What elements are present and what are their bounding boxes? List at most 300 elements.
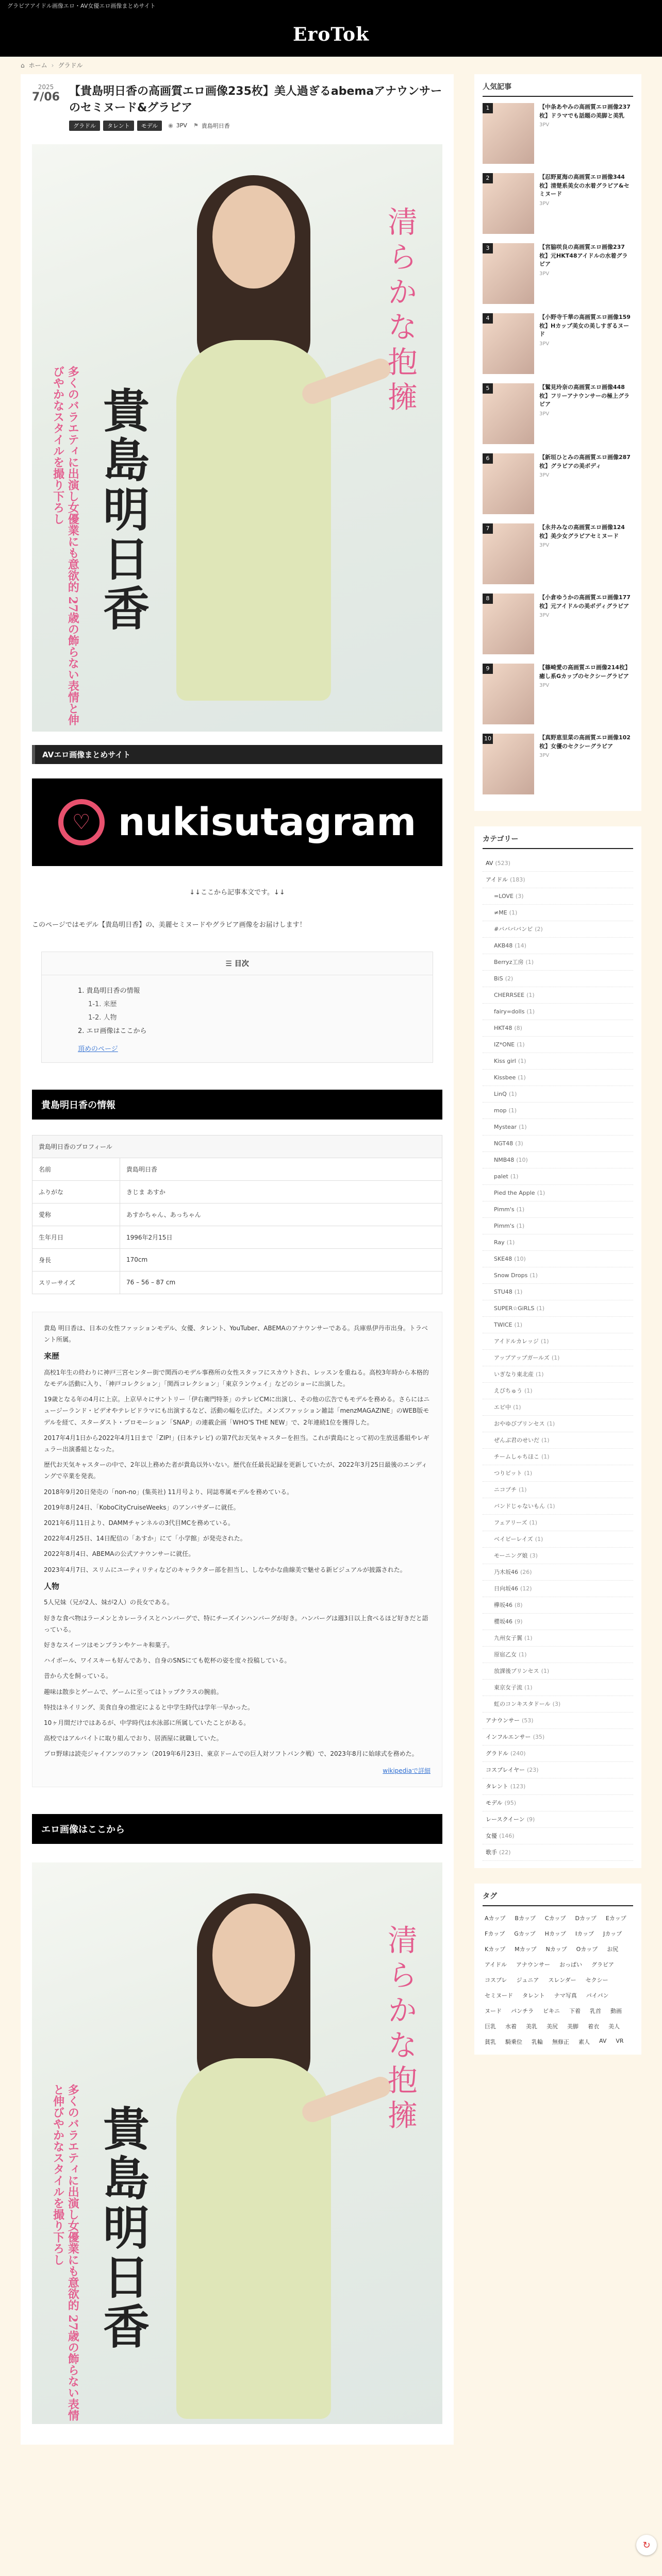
category-count: (1) — [547, 1420, 555, 1427]
category-name[interactable]: グラドル — [486, 1750, 508, 1757]
category-name[interactable]: Berryz工房 — [494, 959, 524, 965]
category-item[interactable] — [483, 1680, 633, 1696]
category-item[interactable] — [483, 1136, 633, 1152]
category-name[interactable]: 櫻坂46 — [494, 1618, 512, 1625]
category-item[interactable] — [483, 855, 633, 872]
category-count: (1) — [519, 1124, 527, 1130]
popular-title: 人気記事 — [483, 81, 633, 97]
category-item[interactable] — [483, 1614, 633, 1630]
tag-widget — [474, 1884, 641, 2055]
popular-item[interactable] — [483, 173, 633, 234]
profile-table — [32, 1135, 442, 1294]
category-item[interactable] — [483, 1284, 633, 1300]
popular-title-text[interactable]: 【篠崎愛の高画質エロ画像214枚】癒し系Gカップのセクシーグラビア — [539, 664, 631, 680]
tag-link[interactable]: 無修正 — [552, 2039, 569, 2045]
category-count: (1) — [536, 1305, 545, 1312]
category-item[interactable] — [483, 1185, 633, 1201]
category-name[interactable]: 九州女子翼 — [494, 1635, 522, 1641]
category-count: (1) — [516, 1223, 525, 1229]
breadcrumb-category[interactable]: グラドル — [58, 62, 83, 69]
bio-paragraph: 2017年4月1日から2022年4月1日まで「ZIP!」(日本テレビ) の第7代お天気キャスターを担当。これが貴島にとって初の生放送番組やレギュラー出演番組となった。 — [44, 1434, 429, 1453]
category-name[interactable]: CHERRSEE — [494, 992, 525, 998]
profile-heading: 貴島明日香の情報 — [32, 1090, 442, 1120]
category-name[interactable]: AKB48 — [494, 942, 513, 949]
bio-paragraph: 2022年4月25日、14日配信の「あすか」にて「小学館」が発売された。 — [44, 1535, 246, 1543]
gallery-caption-sub: 多くのバラエティに出演し女優業にも意欲的 27歳の飾らない表情と伸びやかなスタイルを撮り下ろし — [51, 2083, 80, 2421]
category-item[interactable] — [483, 1333, 633, 1350]
category-name[interactable]: NMB48 — [494, 1157, 515, 1163]
category-item[interactable] — [483, 1350, 633, 1366]
category-item[interactable] — [483, 1432, 633, 1449]
bio-paragraph: 高校1年生の終わりに神戸三宮センター街で関西のモデル事務所の女性スタッフにスカウトされ、レッスンを重ねる。高校3年時から本格的なモデル活動に入り、「神戸コレクション」「関西コレクション」「東京ランウェイ」などのショーに出演した。 — [44, 1368, 429, 1388]
category-item[interactable] — [483, 1119, 633, 1136]
category-name[interactable]: ≠ME — [494, 909, 507, 916]
popular-thumbnail[interactable] — [483, 664, 534, 724]
category-name[interactable]: いぎなり東北産 — [494, 1371, 534, 1378]
post-tag[interactable]: グラドル — [69, 121, 100, 131]
site-header — [0, 12, 662, 57]
category-name[interactable]: SUPER☆GiRLS — [494, 1305, 535, 1312]
category-count: (1) — [513, 1404, 521, 1411]
tag-link[interactable]: Jカップ — [603, 1930, 622, 1937]
sidebar — [474, 74, 641, 2445]
category-count: (146) — [499, 1833, 515, 1839]
category-item[interactable] — [483, 1449, 633, 1465]
rank-badge: 10 — [483, 734, 493, 744]
tag-link[interactable]: 水着 — [505, 2023, 517, 2030]
popular-title-text[interactable]: 【宮脇咲良の高画質エロ画像237枚】元HKT48アイドルの水着グラビア — [539, 244, 628, 267]
category-item[interactable] — [483, 1713, 633, 1729]
category-name[interactable]: ベイビーレイズ — [494, 1536, 533, 1543]
category-count: (3) — [529, 1552, 538, 1559]
category-item[interactable] — [483, 1663, 633, 1680]
recaptcha-icon[interactable]: ↻ — [636, 2535, 657, 2555]
tag-link[interactable]: Fカップ — [485, 1930, 505, 1937]
category-name[interactable]: 虹のコンキスタドール — [494, 1701, 551, 1707]
popular-item[interactable] — [483, 664, 633, 724]
tag-link[interactable]: 美尻 — [547, 2023, 558, 2030]
category-item[interactable] — [483, 1630, 633, 1647]
category-item[interactable] — [483, 1548, 633, 1564]
toc-item[interactable]: 2. エロ画像はここから — [78, 1027, 147, 1035]
popular-thumbnail[interactable] — [483, 523, 534, 584]
tag-link[interactable]: グラビア — [591, 1961, 615, 1968]
tag-link[interactable]: Bカップ — [515, 1915, 536, 1922]
category-name[interactable]: Kiss girl — [494, 1058, 516, 1064]
tag-cloud — [483, 1912, 633, 2047]
post-person-tag[interactable]: 貴島明日香 — [201, 122, 230, 129]
tag-link[interactable]: AV — [599, 2038, 607, 2044]
tag-link[interactable]: Dカップ — [575, 1915, 597, 1922]
popular-stat: 3PV — [539, 683, 550, 688]
category-name[interactable]: コスプレイヤー — [486, 1767, 525, 1773]
category-item[interactable] — [483, 1168, 633, 1185]
category-name[interactable]: HKT48 — [494, 1025, 512, 1031]
category-item[interactable] — [483, 1152, 633, 1168]
category-name[interactable]: 欅坂46 — [494, 1602, 512, 1608]
tag-link[interactable]: コスプレ — [485, 1977, 507, 1984]
hero-caption-pink: 清らかな抱擁 — [383, 206, 418, 416]
site-logo[interactable]: EroTok — [292, 24, 370, 45]
gallery-caption-pink: 清らかな抱擁 — [383, 1924, 418, 2134]
popular-stat: 3PV — [539, 753, 550, 758]
popular-item[interactable] — [483, 453, 633, 514]
tag-link[interactable]: タレント — [522, 1992, 545, 1999]
toc-item[interactable]: 1-1. 来歴 — [88, 1000, 117, 1008]
tag-link[interactable]: 巨乳 — [485, 2023, 496, 2030]
profile-caption: 貴島明日香のプロフィール — [32, 1135, 442, 1158]
category-name[interactable]: えびちゅう — [494, 1387, 522, 1394]
popular-stat: 3PV — [539, 472, 550, 478]
category-item[interactable] — [483, 1037, 633, 1053]
tag-link[interactable]: ナマ写真 — [554, 1992, 577, 1999]
popular-item[interactable] — [483, 103, 633, 164]
category-name[interactable]: AV — [486, 860, 493, 867]
category-name[interactable]: タレント — [486, 1783, 508, 1790]
category-name[interactable]: バンドじゃないもん — [494, 1503, 545, 1510]
category-name[interactable]: アナウンサー — [486, 1717, 520, 1724]
category-count: (1) — [526, 1008, 535, 1015]
category-item[interactable] — [483, 1103, 633, 1119]
post-tag[interactable]: タレント — [103, 121, 134, 131]
category-item[interactable] — [483, 1762, 633, 1778]
category-item[interactable] — [483, 905, 633, 921]
category-name[interactable]: インフルエンサー — [486, 1734, 531, 1740]
tag-link[interactable]: 美乳 — [526, 2023, 537, 2030]
category-item[interactable] — [483, 1383, 633, 1399]
home-icon: ⌂ — [21, 62, 25, 69]
popular-item[interactable] — [483, 523, 633, 584]
tag-link[interactable]: Kカップ — [485, 1946, 506, 1953]
rank-badge: 2 — [483, 173, 493, 183]
category-item[interactable] — [483, 1498, 633, 1515]
category-item[interactable] — [483, 1696, 633, 1713]
tag-link[interactable]: セクシー — [585, 1977, 608, 1984]
bio-lead: 貴島 明日香は、日本の女性ファッションモデル、女優、タレント、YouTuber、ABEMAのアナウンサーである。兵庫県伊丹市出身。トラベント所属。 — [44, 1324, 428, 1343]
bio-paragraph: 2023年4月7日、スリムにユーティリティなどのキャラクター部を担当し、しなやかな曲線美で魅せる新ビジュアルが披露された。 — [44, 1566, 406, 1573]
category-item[interactable] — [483, 987, 633, 1004]
category-name[interactable]: BiS — [494, 975, 503, 982]
bio-paragraph: 2021年6月11日より、DAMMチャンネルの3代目MCを務めている。 — [44, 1519, 235, 1527]
category-name[interactable]: STU48 — [494, 1289, 512, 1295]
category-name[interactable]: モーニング娘 — [494, 1552, 528, 1559]
category-name[interactable]: チームしゃちほこ — [494, 1453, 539, 1460]
category-item[interactable] — [483, 1778, 633, 1795]
tag-link[interactable]: ヌード — [485, 2008, 502, 2014]
category-count: (1) — [516, 1206, 525, 1213]
category-name[interactable]: Mystear — [494, 1124, 517, 1130]
rank-badge: 3 — [483, 243, 493, 253]
category-name[interactable]: 乃木坂46 — [494, 1569, 518, 1575]
tag-link[interactable]: 騎乗位 — [505, 2039, 522, 2045]
category-item[interactable] — [483, 1201, 633, 1218]
category-item[interactable] — [483, 1234, 633, 1251]
category-count: (523) — [495, 860, 510, 867]
nukisutagram-banner[interactable] — [32, 778, 442, 866]
tag-link[interactable]: パイパン — [586, 1992, 609, 1999]
tag-link[interactable]: 乳輪 — [532, 2039, 543, 2045]
toc-more-link[interactable]: 頂めのページ — [78, 1045, 118, 1053]
category-count: (1) — [517, 1041, 525, 1048]
category-count: (95) — [504, 1800, 517, 1806]
post-tag[interactable]: モデル — [137, 121, 162, 131]
rank-badge: 8 — [483, 594, 493, 604]
category-count: (8) — [515, 1602, 523, 1608]
profile-key: 愛称 — [32, 1203, 120, 1226]
toc-item[interactable]: 1. 貴島明日香の情報 — [78, 987, 140, 995]
tag-link[interactable]: 美脚 — [567, 2023, 578, 2030]
category-item[interactable] — [483, 1317, 633, 1333]
category-name[interactable]: Snow Drops — [494, 1272, 528, 1279]
category-item[interactable] — [483, 1597, 633, 1614]
category-count: (8) — [514, 1025, 522, 1031]
category-name[interactable]: Ray — [494, 1239, 505, 1246]
category-item[interactable] — [483, 1515, 633, 1531]
tag-link[interactable]: Oカップ — [576, 1946, 598, 1953]
category-name[interactable]: 東京女子流 — [494, 1684, 522, 1691]
category-name[interactable]: Kissbee — [494, 1074, 516, 1081]
intro-text: このページではモデル【貴島明日香】の、美麗セミヌードやグラビア画像をお届けします！ — [32, 921, 306, 929]
popular-title-text[interactable]: 【小倉ゆうかの高画質エロ画像177枚】元アイドルの美ボディグラビア — [539, 594, 631, 609]
toc-title: ☰ 目次 — [42, 952, 433, 975]
category-count: (1) — [526, 992, 535, 998]
category-name[interactable]: つりビット — [494, 1470, 522, 1477]
popular-title-text[interactable]: 【忍野夏海の高画質エロ画像344枚】清楚系美女の水着グラビア&セミヌード — [539, 174, 630, 197]
category-item[interactable] — [483, 1251, 633, 1267]
category-name[interactable]: mop — [494, 1107, 507, 1114]
popular-item[interactable] — [483, 313, 633, 374]
category-name[interactable]: ニコプチ — [494, 1486, 517, 1493]
category-name[interactable]: フェアリーズ — [494, 1519, 527, 1526]
category-item[interactable] — [483, 938, 633, 954]
category-name[interactable]: SKE48 — [494, 1256, 512, 1262]
category-item[interactable] — [483, 1581, 633, 1597]
category-item[interactable] — [483, 1844, 633, 1861]
popular-thumbnail[interactable] — [483, 594, 534, 654]
category-name[interactable]: Pimm's — [494, 1206, 515, 1213]
post-header — [32, 83, 442, 131]
category-item[interactable] — [483, 1647, 633, 1663]
popular-thumbnail[interactable] — [483, 313, 534, 374]
profile-value: あすかちゃん、あっちゃん — [120, 1203, 442, 1226]
category-name[interactable]: #ババババンビ — [494, 926, 533, 933]
bio-paragraph: 19歳となる年の4月に上京。上京早々にサントリー「伊右衛門特茶」のテレビCMに出演し、その他の広告でもモデルを務める。さらにはニュージーランド・ビデオやテレビドラマにも出演するなど、活動の幅を広げた。メンズファッション雑誌「menzMAGAZINE」のWEB版モデルを経て、スターダスト・プロモーション「SNAP」の連載企画「WHO'S THE NEW」で、2年連続1位を獲得した。 — [44, 1396, 430, 1426]
category-item[interactable] — [483, 872, 633, 888]
category-count: (1) — [508, 1091, 517, 1097]
category-name[interactable]: =LOVE — [494, 893, 514, 900]
category-item[interactable] — [483, 1828, 633, 1844]
heart-icon: ♡ — [58, 799, 105, 845]
tag-link[interactable]: 動画 — [610, 2008, 622, 2014]
category-item[interactable] — [483, 1416, 633, 1432]
tag-link[interactable]: 着衣 — [588, 2023, 599, 2030]
category-name[interactable]: アイドルカレッジ — [494, 1338, 539, 1345]
category-item[interactable] — [483, 1811, 633, 1828]
category-name[interactable]: IZ*ONE — [494, 1041, 515, 1048]
bio-paragraph: 特技はネイリング、美食自身の推定によると中学生時代は学年一早かった。 — [44, 1703, 254, 1711]
popular-stat: 3PV — [539, 543, 550, 548]
popular-thumbnail[interactable] — [483, 734, 534, 794]
category-name[interactable]: 女優 — [486, 1833, 497, 1839]
profile-value: 76 – 56 – 87 cm — [120, 1271, 442, 1294]
category-name[interactable]: LinQ — [494, 1091, 507, 1097]
tag-link[interactable]: 下着 — [569, 2008, 581, 2014]
tag-link[interactable]: おっぱい — [559, 1961, 583, 1968]
category-name[interactable]: palet — [494, 1173, 508, 1180]
category-name[interactable]: TWICE — [494, 1321, 512, 1328]
category-item[interactable] — [483, 888, 633, 905]
tag-link[interactable]: ビキニ — [543, 2008, 560, 2014]
tag-link[interactable]: Hカップ — [544, 1930, 566, 1937]
category-item[interactable] — [483, 1745, 633, 1762]
category-name[interactable]: アイドル — [486, 876, 508, 883]
tag-link[interactable]: Eカップ — [605, 1915, 626, 1922]
category-item[interactable] — [483, 1020, 633, 1037]
popular-title-text[interactable]: 【鷲見玲奈の高画質エロ画像448枚】フリーアナウンサーの極上グラビア — [539, 384, 630, 408]
category-count: (1) — [529, 1519, 538, 1526]
category-name[interactable]: エビ中 — [494, 1404, 511, 1411]
category-name[interactable]: NGT48 — [494, 1140, 514, 1147]
tag-link[interactable]: セミヌード — [485, 1992, 513, 1999]
profile-key: スリーサイズ — [32, 1271, 120, 1294]
category-item[interactable] — [483, 921, 633, 938]
popular-title-text[interactable]: 【小野寺千華の高画質エロ画像159枚】Hカップ美女の美しすぎるヌード — [539, 314, 631, 337]
tag-link[interactable]: お尻 — [607, 1946, 619, 1953]
category-count: (1) — [529, 1272, 538, 1279]
category-name[interactable]: Pied the Apple — [494, 1190, 535, 1196]
tag-link[interactable]: アイドル — [485, 1961, 507, 1968]
bio-paragraph: 10ヶ月間だけではあるが、中学時代は水泳部に所属していたことがある。 — [44, 1719, 250, 1726]
rank-badge: 6 — [483, 453, 493, 464]
gallery-image[interactable] — [32, 1862, 442, 2424]
toc-item[interactable]: 1-2. 人物 — [88, 1013, 117, 1022]
category-item[interactable] — [483, 1366, 633, 1383]
profile-key: 生年月日 — [32, 1226, 120, 1248]
category-count: (2) — [535, 926, 543, 933]
rank-badge: 1 — [483, 103, 493, 113]
profile-value: きじま あすか — [120, 1180, 442, 1203]
category-count: (183) — [510, 876, 525, 883]
tag-link[interactable]: 乳首 — [590, 2008, 601, 2014]
tag-link[interactable]: パンチラ — [511, 2008, 534, 2014]
category-item[interactable] — [483, 971, 633, 987]
tag-link[interactable]: 貧乳 — [485, 2039, 496, 2045]
popular-title-text[interactable]: 【真野恵里菜の高画質エロ画像102枚】女優のセクシーグラビア — [539, 734, 631, 750]
post-views: 3PV — [176, 122, 187, 129]
tag-link[interactable]: アナウンサー — [516, 1961, 551, 1968]
wikipedia-link[interactable]: wikipediaで詳細 — [383, 1767, 431, 1774]
category-count: (9) — [515, 1618, 523, 1625]
category-count: (3) — [515, 1140, 523, 1147]
category-item[interactable] — [483, 1465, 633, 1482]
category-count: (1) — [551, 1354, 560, 1361]
tag-link[interactable]: VR — [616, 2038, 624, 2044]
category-count: (14) — [515, 942, 526, 949]
bio-paragraph: 趣味は散歩とゲームで、ゲームに至ってはトップクラスの腕前。 — [44, 1688, 223, 1696]
popular-title-text[interactable]: 【中条あやみの高画質エロ画像237枚】ドラマでも話題の美脚と美乳 — [539, 104, 631, 119]
category-item[interactable] — [483, 1086, 633, 1103]
tag-link[interactable]: Aカップ — [485, 1915, 506, 1922]
tag-link[interactable]: Gカップ — [514, 1930, 536, 1937]
popular-thumbnail[interactable] — [483, 383, 534, 444]
category-name[interactable]: 放課後プリンセス — [494, 1668, 539, 1674]
bio-paragraph: 好きなスイーツはモンブランやケーキ和菓子。 — [44, 1641, 174, 1649]
tag-link[interactable]: スレンダー — [548, 1977, 576, 1984]
category-item[interactable] — [483, 1070, 633, 1086]
tag-link[interactable]: 美人 — [608, 2023, 620, 2030]
tag-link[interactable]: Cカップ — [544, 1915, 566, 1922]
topbar — [0, 0, 662, 12]
profile-value: 170cm — [120, 1248, 442, 1271]
category-item[interactable] — [483, 1531, 633, 1548]
tag-icon: ⚑ — [193, 122, 198, 129]
popular-item[interactable] — [483, 734, 633, 794]
popular-stat: 3PV — [539, 122, 550, 128]
category-count: (123) — [510, 1783, 526, 1790]
category-item[interactable] — [483, 1267, 633, 1284]
tag-link[interactable]: Nカップ — [545, 1946, 567, 1953]
popular-thumbnail[interactable] — [483, 453, 534, 514]
category-item[interactable] — [483, 1564, 633, 1581]
post-title: 【貴島明日香の高画質エロ画像235枚】美人過ぎるabemaアナウンサーのセミヌード&グラビア — [69, 85, 442, 114]
category-item[interactable] — [483, 1053, 633, 1070]
bio-paragraph: 5人兄妹（兄が2人、妹が2人）の長女である。 — [44, 1599, 173, 1606]
rank-badge: 9 — [483, 664, 493, 674]
table-of-contents — [41, 952, 433, 1063]
category-name[interactable]: レースクイーン — [486, 1816, 525, 1823]
category-item[interactable] — [483, 1004, 633, 1020]
popular-thumbnail[interactable] — [483, 103, 534, 164]
category-count: (1) — [525, 959, 534, 965]
category-item[interactable] — [483, 1218, 633, 1234]
article-start-note: ↓↓ここから記事本文です。↓↓ — [189, 888, 285, 896]
category-item[interactable] — [483, 1729, 633, 1745]
tag-link[interactable]: ジュニア — [516, 1977, 539, 1984]
category-count: (1) — [540, 1338, 549, 1345]
popular-item[interactable] — [483, 383, 633, 444]
category-name[interactable]: fairy∞dolls — [494, 1008, 525, 1015]
category-count: (1) — [541, 1668, 550, 1674]
category-item[interactable] — [483, 1399, 633, 1416]
category-name[interactable]: 原宿乙女 — [494, 1651, 517, 1658]
popular-thumbnail[interactable] — [483, 243, 534, 304]
category-name[interactable]: アップアップガールズ — [494, 1354, 550, 1361]
category-item[interactable] — [483, 1795, 633, 1811]
category-name[interactable]: 日向坂46 — [494, 1585, 518, 1592]
popular-item[interactable] — [483, 243, 633, 304]
category-name[interactable]: ぜんぶ君のせいだ — [494, 1437, 539, 1444]
tag-link[interactable]: Iカップ — [575, 1930, 594, 1937]
category-name[interactable]: おやゆびプリンセス — [494, 1420, 545, 1427]
category-item[interactable] — [483, 1482, 633, 1498]
category-name[interactable]: モデル — [486, 1800, 503, 1806]
category-name[interactable]: Pimm's — [494, 1223, 515, 1229]
popular-title-text[interactable]: 【永井みなの高画質エロ画像124枚】美少女グラビアセミヌード — [539, 524, 625, 539]
category-item[interactable] — [483, 1300, 633, 1317]
page-wrap — [21, 74, 641, 2445]
category-name[interactable]: 歌手 — [486, 1849, 497, 1856]
popular-thumbnail[interactable] — [483, 173, 534, 234]
category-item[interactable] — [483, 954, 633, 971]
breadcrumb-home[interactable]: ホーム — [28, 62, 47, 69]
popular-title-text[interactable]: 【新垣ひとみの高画質エロ画像287枚】グラビアの美ボディ — [539, 454, 631, 469]
breadcrumb-separator: › — [51, 62, 54, 69]
tag-link[interactable]: Mカップ — [515, 1946, 537, 1953]
list-icon: ☰ — [225, 959, 235, 968]
tag-link[interactable]: 素人 — [578, 2039, 590, 2045]
popular-item[interactable] — [483, 594, 633, 654]
category-count: (1) — [524, 1684, 533, 1691]
